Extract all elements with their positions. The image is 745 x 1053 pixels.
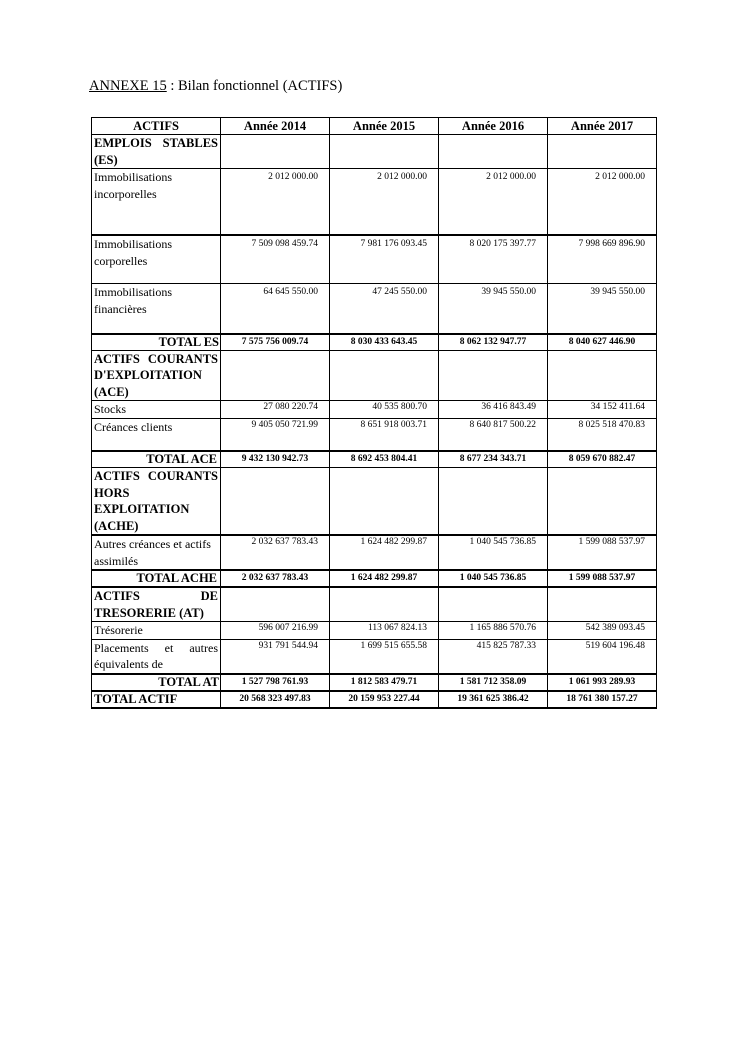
cell-value: 27 080 220.74 [221,401,330,419]
section-row-ace [92,350,657,401]
table-row [92,401,657,419]
total-value: 20 568 323 497.83 [221,691,330,708]
cell-value: 1 040 545 736.85 [439,535,548,570]
total-value: 1 061 993 289.93 [548,674,657,691]
total-value: 8 062 132 947.77 [439,334,548,351]
cell-value: 2 012 000.00 [548,169,657,235]
table-row [92,639,657,674]
cell-value: 2 012 000.00 [439,169,548,235]
total-value: 2 032 637 783.43 [221,570,330,587]
section-es: EMPLOIS STABLES (ES) [92,135,221,169]
balance-sheet-table [91,117,657,709]
cell-value: 39 945 550.00 [548,284,657,334]
total-value: 19 361 625 386.42 [439,691,548,708]
cell-value: 8 640 817 500.22 [439,418,548,451]
table-row [92,622,657,640]
section-at: ACTIFS DE TRESORERIE (AT) [92,587,221,622]
row-label: Créances clients [92,418,221,451]
row-label: Immobilisations corporelles [92,235,221,284]
row-label: Placements et autres équivalents de [92,639,221,674]
cell-value: 34 152 411.64 [548,401,657,419]
table-header-row [92,118,657,135]
cell-value: 47 245 550.00 [330,284,439,334]
cell-value: 9 405 050 721.99 [221,418,330,451]
cell-value: 415 825 787.33 [439,639,548,674]
row-label: Trésorerie [92,622,221,640]
total-label: TOTAL ES [92,334,221,351]
total-label: TOTAL ACTIF [92,691,221,708]
total-row-es [92,334,657,351]
header-actifs: ACTIFS [92,118,221,135]
section-row-es [92,135,657,169]
header-2016: Année 2016 [439,118,548,135]
total-value: 1 040 545 736.85 [439,570,548,587]
header-2014: Année 2014 [221,118,330,135]
cell-value: 113 067 824.13 [330,622,439,640]
cell-value: 36 416 843.49 [439,401,548,419]
cell-value: 542 389 093.45 [548,622,657,640]
cell-value: 2 032 637 783.43 [221,535,330,570]
total-value: 7 575 756 009.74 [221,334,330,351]
cell-value: 1 699 515 655.58 [330,639,439,674]
total-value: 1 624 482 299.87 [330,570,439,587]
cell-value: 1 599 088 537.97 [548,535,657,570]
cell-value: 7 998 669 896.90 [548,235,657,284]
cell-value: 7 509 098 459.74 [221,235,330,284]
total-label: TOTAL ACHE [92,570,221,587]
section-ache: ACTIFS COURANTS HORS EXPLOITATION (ACHE) [92,468,221,536]
total-value: 1 812 583 479.71 [330,674,439,691]
total-row-actif [92,691,657,708]
cell-value: 8 025 518 470.83 [548,418,657,451]
row-label: Autres créances et actifs assimilés [92,535,221,570]
total-value: 18 761 380 157.27 [548,691,657,708]
cell-value: 2 012 000.00 [221,169,330,235]
cell-value: 1 624 482 299.87 [330,535,439,570]
total-row-ace [92,451,657,468]
total-value: 1 599 088 537.97 [548,570,657,587]
total-value: 20 159 953 227.44 [330,691,439,708]
total-value: 9 432 130 942.73 [221,451,330,468]
cell-value: 8 651 918 003.71 [330,418,439,451]
cell-value: 7 981 176 093.45 [330,235,439,284]
table-row [92,535,657,570]
total-value: 1 527 798 761.93 [221,674,330,691]
section-ace: ACTIFS COURANTS D'EXPLOITATION (ACE) [92,350,221,401]
row-label: Immobilisations financières [92,284,221,334]
page-title [89,78,342,95]
cell-value: 40 535 800.70 [330,401,439,419]
total-value: 8 059 670 882.47 [548,451,657,468]
cell-value: 2 012 000.00 [330,169,439,235]
cell-value: 8 020 175 397.77 [439,235,548,284]
total-value: 1 581 712 358.09 [439,674,548,691]
section-row-at [92,587,657,622]
total-row-at [92,674,657,691]
cell-value: 1 165 886 570.76 [439,622,548,640]
row-label: Stocks [92,401,221,419]
total-label: TOTAL AT [92,674,221,691]
total-value: 8 030 433 643.45 [330,334,439,351]
annex-title: : Bilan fonctionnel (ACTIFS) [166,78,343,94]
cell-value: 931 791 544.94 [221,639,330,674]
total-row-ache [92,570,657,587]
total-value: 8 040 627 446.90 [548,334,657,351]
cell-value: 39 945 550.00 [439,284,548,334]
table-row [92,418,657,451]
row-label: Immobilisations incorporelles [92,169,221,235]
cell-value: 596 007 216.99 [221,622,330,640]
cell-value: 519 604 196.48 [548,639,657,674]
table-row [92,284,657,334]
total-value: 8 692 453 804.41 [330,451,439,468]
table-row [92,235,657,284]
total-value: 8 677 234 343.71 [439,451,548,468]
total-label: TOTAL ACE [92,451,221,468]
annex-number: ANNEXE 15 [89,78,167,94]
header-2015: Année 2015 [330,118,439,135]
header-2017: Année 2017 [548,118,657,135]
table-row [92,169,657,235]
cell-value: 64 645 550.00 [221,284,330,334]
section-row-ache [92,468,657,536]
